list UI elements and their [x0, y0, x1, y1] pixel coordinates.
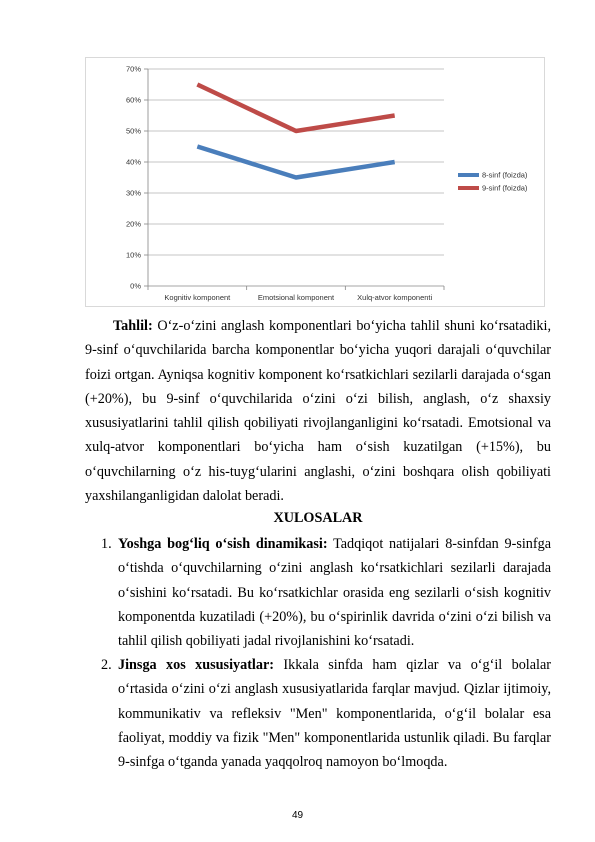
x-category-label: Kognitiv komponent	[164, 293, 231, 302]
y-tick-label: 40%	[125, 157, 141, 167]
page-number: 49	[291, 810, 304, 821]
conclusion-1-title: Yoshga bog‘liq o‘sish dinamikasi:	[118, 536, 328, 552]
analysis-paragraph	[85, 314, 551, 508]
conclusions-heading: XULOSALAR	[273, 510, 363, 526]
line-chart	[85, 57, 545, 307]
y-tick-label: 10%	[125, 250, 141, 260]
x-category-label: Emotsional komponent	[257, 293, 335, 302]
conclusion-2	[118, 653, 551, 774]
legend-label: 9-sinf (foizda)	[482, 183, 528, 193]
series-line	[197, 85, 394, 132]
chart-canvas	[86, 58, 546, 308]
conclusion-2-number: 2.	[101, 657, 112, 673]
conclusion-1-number: 1.	[101, 536, 112, 552]
conclusion-1	[118, 532, 551, 653]
conclusion-2-title: Jinsga xos xususiyatlar:	[118, 657, 274, 673]
legend-label: 8-sinf (foizda)	[482, 170, 528, 180]
conclusion-2-text: Ikkala sinfda ham qizlar va o‘g‘il bolalar o‘rtasida o‘zini o‘zi anglash xususiyatlarida farqlar mavjud. Qizlar ijtimoiy, kommunikativ va refleksiv "Men" komponentlarida, o‘g‘il bolalar esa faoliyat, moddiy va fizik "Men" komponentlarida ustunlik qiladi. Bu farqlar 9-sinfga o‘tganda yanada yaqqolroq namoyon bo‘lmoqda.	[118, 657, 552, 771]
conclusion-1-text: Tadqiqot natijalari 8-sinfdan 9-sinfga o‘tishda o‘quvchilarning o‘zini anglash ko‘rsatkichlari sezilarli darajada o‘sishini ko‘rsatadi. Bu ko‘rsatkichlar orasida eng sezilarli o‘sish kognitiv komponentda kuzatiladi (+20%), bu o‘spirinlik davrida o‘zini o‘zi bilish va tahlil qilish qobiliyati jadal rivojlanishini ko‘rsatadi.	[118, 536, 551, 650]
analysis-text: O‘z-o‘zini anglash komponentlari bo‘yicha tahlil shuni ko‘rsatadiki, 9-sinf o‘quvchilarida barcha komponentlar bo‘yicha yuqori darajali o‘quvchilar foizi ortgan. Ayniqsa kognitiv komponent ko‘rsatkichlari sezilarli darajada o‘sgan (+20%), bu 9-sinf o‘quvchilarida o‘zini o‘zi bilish, anglash, o‘z shaxsiy xususiyatlarini tahlil qilish qobiliyati rivojlanganligini ko‘rsatadi. Emotsional va xulq-atvor komponentlari bo‘yicha ham o‘sish kuzatilgan (+15%), bu o‘quvchilarning o‘z his-tuyg‘ularini anglashi, o‘zini boshqara olish qobiliyati yaxshilanganligidan dalolat beradi.	[85, 318, 552, 505]
y-tick-label: 50%	[125, 126, 141, 136]
y-tick-label: 0%	[130, 281, 141, 291]
y-tick-label: 30%	[125, 188, 141, 198]
y-tick-label: 70%	[125, 64, 141, 74]
y-tick-label: 20%	[125, 219, 141, 229]
x-category-label: Xulq-atvor komponenti	[357, 293, 433, 302]
y-tick-label: 60%	[125, 95, 141, 105]
analysis-label: Tahlil:	[113, 318, 153, 334]
